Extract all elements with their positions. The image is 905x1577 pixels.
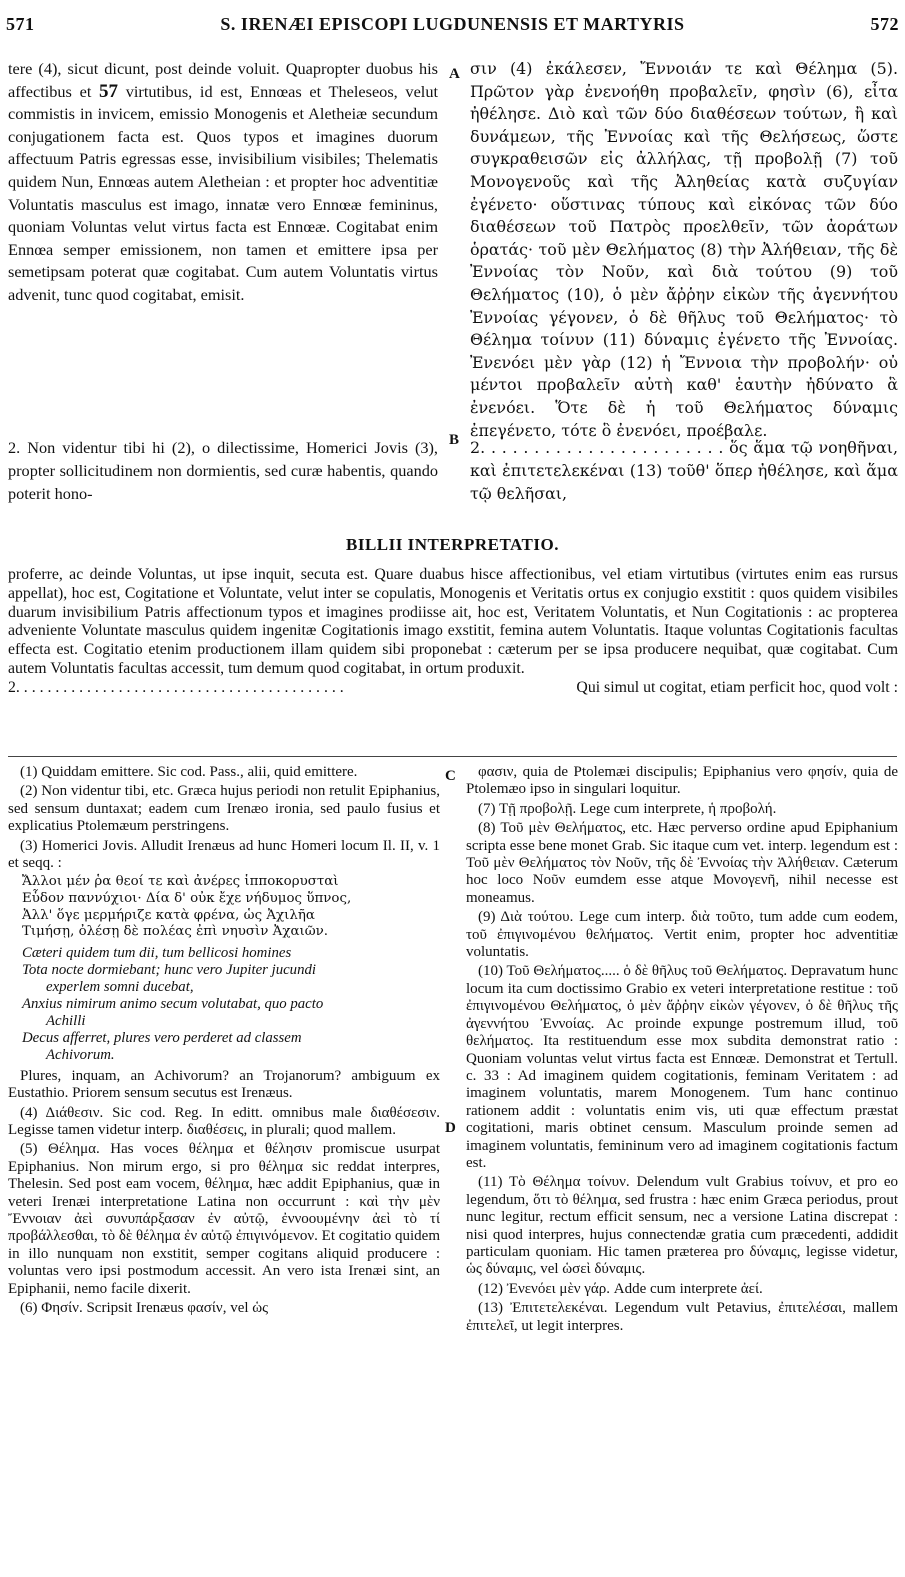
latin-section-2-text: 2. Non videntur tibi hi (2), o dilectissime, Homerici Jovis (3), propter sollicitudinem non dormientis, sed curæ habentis, quando poterit hono- — [8, 438, 438, 503]
footnotes-right — [466, 764, 898, 1337]
verse-line: Εὗδον παννύχιοι· Δία δ' οὐκ ἔχε νήδυμος ὕπνος, — [22, 891, 352, 907]
footnote-9: (9) Διὰ τούτου. Lege cum interp. διὰ τοῦτο, tum adde cum eodem, τοῦ ἐπιγινομένου θελήματος. Vertit enim, propter hoc adventitiæ voluntatis. — [466, 909, 898, 961]
verse-line: Cæteri quidem tum dii, tum bellicosi homines — [22, 944, 292, 961]
footnote-8: (8) Τοῦ μὲν Θελήματος, etc. Hæc perverso ordine apud Epiphanium scripta esse bene monet Grab. Sic itaque cum vet. interp. legendum est : Τοῦ μὲν Θελήματος τὸν Νοῦν, τῆς δὲ Ἐννοίας τὴν Ἀλήθειαν. Cæterum hoc loco Νοῦν eumdem esse atque Μονογενῆ, nihil necesse est moneamus. — [466, 820, 898, 906]
footnote-divider — [8, 756, 897, 757]
interpretation-last-line — [8, 679, 898, 698]
running-title: S. IRENÆI EPISCOPI LUGDUNENSIS ET MARTYRIS — [220, 14, 685, 34]
latin-paragraph: tere (4), sicut dicunt, post deinde voluit. Quapropter duobus his affectibus et 57 virtutibus, id est, Ennœas et Theleseos, velut commistis in invicem, emissio Monogenis et Aletheiæ secundum conjugationem facta est. Quos typos et imagines duorum affectuum Patris egressas esse, invisibilium visibiles; Thelematis quidem Nun, Ennœas autem Aletheian : et propter hoc adventitiæ Voluntatis masculus est imago, innatæ vero Ennœæ femininus, quoniam Voluntas velut virtus facta est Ennœæ. Cogitabat enim Ennœa semper emissionem, non tamen et emittere ipsa per semetipsam poterat quæ cogitabat. Cum autem Voluntatis virtus advenit, tunc quod cogitabat, emisit. — [8, 59, 438, 304]
footnote-11: (11) Τὸ Θέλημα τοίνυν. Delendum vult Grabius τοίνυν, et pro eo legendum, ὅτι τὸ θέλημα, sed frustra : hæc enim Græca periodus, prout nunc legitur, rectum efficit sensum, nec a versione Latina discrepat : nisi quod interpres, hujus connectendæ gratia cum præcedenti, addidit particulam quoniam. Hic tamen præterea pro δύναμις, legisse videtur, ὡς δύναμις, vel ὡσεὶ δύναμις. — [466, 1174, 898, 1278]
verse-line: Tota nocte dormiebant; hunc vero Jupiter jucundi — [22, 961, 316, 978]
greek-section-2-text: 2. . . . . . . . . . . . . . . . . . . . . . . ὅς ἅμα τῷ νοηθῆναι, καὶ ἐπιτετελεκέναι (13) τοῦθ' ὅπερ ἠθέλησε, καὶ ἅμα τῷ θελῆσαι, — [470, 438, 898, 503]
footnote-7: (7) Τῇ προβολῇ. Lege cum interprete, ἡ προβολή. — [478, 800, 777, 817]
latin-text-column — [8, 58, 438, 307]
footnotes-left — [8, 764, 440, 1320]
margin-marker-57: 57 — [99, 80, 119, 102]
latin-section-2 — [8, 436, 438, 505]
footnote-4: (4) Διάθεσιν. Sic cod. Reg. In editt. omnibus male διαθέσεσιν. Legisse tamen videtur interp. διαθέσεις, in plurali; quod mallem. — [8, 1104, 440, 1139]
verse-line: Τιμήσῃ, ὀλέσῃ δὲ πολέας ἐπὶ νηυσὶν Ἀχαιῶν. — [22, 924, 329, 940]
footnote-3: (3) Homerici Jovis. Alludit Irenæus ad hunc Homeri locum Il. II, v. 1 et seqq. : — [8, 837, 440, 872]
footnote-5: (5) Θέλημα. Has voces θέλημα et θέλησιν promiscue usurpat Epiphanius. Non mirum ergo, si pro θέλημα sic reddat interpres, Thelesin. Sed post eam vocem, θέλημα, hæc addit Epiphanius, quæ in veteri Irenæi interpretatione Latina non occurrunt : καὶ τὴν μὲν Ἔννοιαν ἀεὶ συνυπάρξασαν ἐν αὐτῷ, ἐννοουμένην ἀεὶ τὸ τί προβάλλεσθαι, τὸ δὲ θέλημα ἐν αὐτῷ ἐπιγινόμενον. Et cogitatio quidem in illo nunquam non exstitit, semper cogitans aliquid producere : voluntas vero ipsi postmodum accessit. An vero ista Irenæi sint, an Epiphanii, nemo facile dixerit. — [8, 1141, 440, 1297]
interpretation-text: proferre, ac deinde Voluntas, ut ipse inquit, secuta est. Quare duabus hisce affectionibus, vel etiam virtutibus (virtutes enim eas rursus appellat), hoc est, Cogitatione et Voluntate, velut inter se copulatis, Monogenis et Veritatis ortus ex conjugio exstitit : quos quidem visibiles duarum invisibilium Patris affectionum typos et imagines prodiisse ait, hoc est, Veritatem Voluntatis, et Nun Cogitationis : ac propterea adveniente Voluntate masculus quidem ingenitæ Cogitationis imago exstitit, femina autem Voluntatis. Itaque voluntas Cogitationis facultas effecta est. Cogitatio etenim productionem illam quidem sibi proponebat : cæterum per se ipsa producere nequibat, quæ cogitabat. Cum autem Voluntatis facultas accessit, tum demum quod cogitabat, in ortum produxit. — [8, 566, 898, 677]
footnote-2: (2) Non videntur tibi, etc. Græca hujus periodi non retulit Epiphanius, sed sensum duntaxat; eadem cum Irenæo ironia, sed paulo fusius et explicatius Ptolemæum perstringens. — [8, 783, 440, 835]
verse-line: Anxius nimirum animo secum volutabat, quo pacto — [22, 995, 324, 1012]
margin-marker-b: B — [449, 432, 460, 448]
footnote-10: (10) Τοῦ Θελήματος..... ὁ δὲ θῆλυς τοῦ Θελήματος. Depravatum hunc locum ita cum doctissimo Grabio ex veteri interpretatione restitue : τοῦ ἐπιγινομένου Θελήματος, ὁ μὲν ἄῤῥην εἰκὼν γέγονεν, ὁ δὲ θῆλυς τῆς ἀγεννήτου Ἐννοίας. Ac proinde expunge postremum illud, τοῦ θελήματος. Ita restituendum esse mox subdita demonstrat ratio : Quoniam voluntas velut virtus facta est Ennœæ. Demonstrat et Tertull. c. 33 : Ad imaginem quidem cogitationis, feminam Veritatem : ad imaginem voluntatis, marem Monogenem. Tum hanc continuo rationem addit : voluntatis enim vis, uti quæ effectum præstat cogitationi, maris obtinet censum. Masculum proinde semen ad imaginem voluntatis, femininum vero ad imaginem cogitationis factum est. — [466, 963, 898, 1171]
footnote-3-continued: Plures, inquam, an Achivorum? an Trojanorum? ambiguum ex Eustathio. Priorem sensum secutus est Irenæus. — [8, 1067, 440, 1102]
verse-line: Ἀλλ' ὅγε μερμήριζε κατὰ φρένα, ὡς Ἀχιλῆα — [22, 907, 315, 923]
verse-line: Decus afferret, plures vero perderet ad classem — [22, 1029, 302, 1046]
margin-marker-a: A — [449, 66, 460, 82]
page-number-left: 571 — [6, 14, 35, 34]
footnote-6-continued: φασιν, quia de Ptolemæi discipulis; Epiphanius vero φησίν, quia de Ptolemæo ipso in singulari loquitur. — [466, 764, 898, 798]
footnote-13: (13) Ἐπιτετελεκέναι. Legendum vult Petavius, ἐπιτελέσαι, mallem ἐπιτελεῖ, ut legit interpres. — [466, 1300, 898, 1334]
homer-greek-verse — [22, 874, 440, 940]
interpretation-ellipsis: 2. . . . . . . . . . . . . . . . . . . . . . . . . . . . . . . . . . . . . . . . . . — [8, 678, 344, 696]
greek-paragraph: σιν (4) ἐκάλεσεν, Ἔννοιάν τε καὶ Θέλημα (5). Πρῶτον γὰρ ἐνενοήθη προβαλεῖν, φησὶν (6), εἶτα ἠθέλησε. Διὸ καὶ τῶν δύο διαθέσεων τούτων, ἢ καὶ δυνάμεων, τῆς Ἐννοίας καὶ τῆς Θελήσεως, ὥστε συγκραθεισῶν εἰς ἀλλήλας, τῇ προβολῇ (7) τοῦ Μονογενοῦς καὶ τῆς Ἀληθείας κατὰ συζυγίαν ἐγένετο· οὕστινας τύπους καὶ εἰκόνας τῶν δύο διαθέσεων τοῦ Πατρὸς προελθεῖν, τῶν ἀοράτων ὁρατάς· τοῦ μὲν Θελήματος (8) τὴν Ἀλήθειαν, τῆς δὲ Ἐννοίας τὸν Νοῦν, καὶ διὰ τούτου (9) τοῦ Θελήματος (10), ὁ μὲν ἄῤῥην εἰκὼν τῆς ἀγεννήτου Ἐννοίας γέγονεν, ὁ δὲ θῆλυς τοῦ Θελήματος· τὸ Θέλημα τοίνυν (11) δύναμις ἐγένετο τῆς Ἐννοίας. Ἐνενόει μὲν γὰρ (12) ἡ Ἔννοια τὴν προβολήν· οὐ μέντοι προβαλεῖν αὐτὴ καθ' ἑαυτὴν ἠδύνατο ἃ ἐνενόει. Ὅτε δὲ ἡ τοῦ Θελήματος δύναμις ἐπεγένετο, τότε ὃ ἐνενόει, προέβαλε. — [470, 59, 898, 440]
page-number-right: 572 — [870, 14, 899, 34]
homer-latin-verse — [22, 945, 440, 1064]
footnote-12: (12) Ἐνενόει μὲν γάρ. Adde cum interprete ἀεί. — [478, 1280, 763, 1297]
footnote-1: (1) Quiddam emittere. Sic cod. Pass., alii, quid emittere. — [20, 764, 358, 780]
greek-text-column — [470, 58, 898, 442]
greek-section-2 — [470, 436, 898, 505]
verse-line: Ἄλλοι μέν ῥα θεοί τε καὶ ἀνέρες ἱπποκορυσταὶ — [22, 874, 339, 890]
verse-line: experlem somni ducebat, — [46, 978, 194, 995]
margin-marker-c: C — [445, 768, 456, 784]
verse-line: Achivorum. — [46, 1046, 115, 1063]
margin-marker-d: D — [445, 1120, 456, 1136]
page-header — [6, 14, 899, 40]
verse-line: Achilli — [46, 1012, 86, 1029]
footnote-6: (6) Φησίν. Scripsit Irenæus φασίν, vel ὡς — [20, 1300, 269, 1317]
interpretation-block — [8, 566, 898, 698]
interpretation-last-text: Qui simul ut cogitat, etiam perficit hoc, quod volt : — [576, 678, 898, 696]
interpretation-heading: BILLII INTERPRETATIO. — [346, 535, 559, 554]
